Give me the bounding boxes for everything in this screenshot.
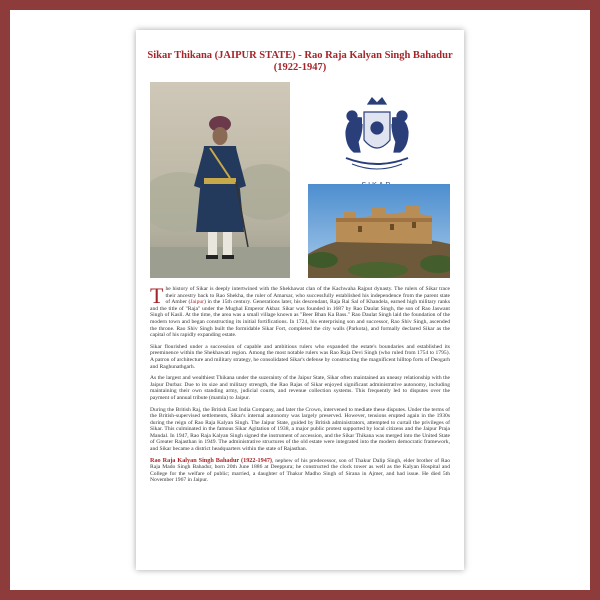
paragraph-rulers: Sikar flourished under a succession of capable and ambitious rulers who expanded the estate's boundaries and established its preeminence within the Shekhawati region. Among the most notable rulers was Rao Raja Devi Singh (who ruled from 1754 to 1795). A patron of architecture and military strategy, he consolidated Sikar's defense by constructing the magnificent hilltop forts of Deogarh and Raghunathgarh. [150, 343, 450, 370]
paragraph-british-raj: During the British Raj, the British East India Company, and later the Crown, intervened to mediate these disputes. Under the terms of the British-supervised settlements, Sikar's internal autonomy was largely preserved. However, tensions erupted again in the 1930s during the reign of Rao Raja Kalyan Singh. The Jaipur State, guided by British administrators, attempted to curtail the privileges of Sikar. This culminated in the famous Sikar Agitation of 1938, a major public protest supported by local citizens and the Jaipur Praja Mandal. In 1947, Rao Raja Kalyan Singh signed the instrument of accession, and the Sikar Thikana was merged into the United State of Greater Rajasthan in 1949. The administrative structures of the old estate were integrated into the modern democratic framework, and Sikar became a district headquarters within the state of Rajasthan. [150, 406, 450, 453]
jaipur-highlight: Jaipur [190, 299, 205, 306]
sikar-crest-icon [332, 94, 422, 180]
paragraph-thikana: As the largest and wealthiest Thikana under the suzerainty of the Jaipur State, Sikar often maintained an uneasy relationship with the Jaipur Durbar. Due to its size and military strength, the Rao Rajas of Sikar enjoyed significant administrative autonomy, including maintaining their own standing army, judicial courts, and revenue collection systems. This frequently led to disputes over the payment of annual tribute (mamla) to Jaipur. [150, 375, 450, 401]
document-sheet [136, 30, 464, 570]
portrait-photo [150, 82, 290, 278]
ruler-name: Rao Raja Kalyan Singh Bahadur (1922-1947) [150, 456, 272, 464]
drop-cap: T [150, 283, 164, 308]
paragraph-kalyan-singh: Rao Raja Kalyan Singh Bahadur (1922-1947), nephew of his predecessor, son of Thakur Dalip Singh, elder brother of Rao Raja Mado Singh Bahadur, born 20th June 1886 at Deeppura; he constructed the clock tower as well as the Kalyan Hospital and College for the welfare of public; married, a daughter of Thakur Madho Singh of Sirana in Ajmer, and had issue. He died 5th November 1967 in Jaipur. [150, 456, 451, 484]
body-text [150, 283, 451, 489]
paragraph-history: The history of Sikar is deeply intertwined with the Shekhawat clan of the Kachwaha Rajput dynasty. The rulers of Sikar trace their ancestry back to Rao Shekha, the ruler of Amarsar, who successfully established his independence from the parent state of Amber (Jaipur) in the 15th century. Generations later, his descendant, Raja Rai Sal of Khandela, earned high military ranks and the title of "Raja" under the Mughal Emperor Akbar. Sikar was founded in 1687 by Rao Daulat Singh, the son of Rao Jaswant Singh of Kasli. At the time, the area was a small village known as "Beer Bhan Ka Bass." Rao Daulat Singh laid the foundation of the modern town and began constructing its initial fortifications. In 1724, his enterprising son and successor, Rao Shiv Singh, ascended the throne. Rao Shiv Singh built the formidable Sikar Fort, completed the city walls (Parkota), and formally declared Sikar as the capital of his rapidly expanding estate. [150, 283, 450, 339]
fort-photo [308, 184, 450, 278]
page-title: Sikar Thikana (JAIPUR STATE) - Rao Raja Kalyan Singh Bahadur (1922-1947) [147, 50, 453, 73]
